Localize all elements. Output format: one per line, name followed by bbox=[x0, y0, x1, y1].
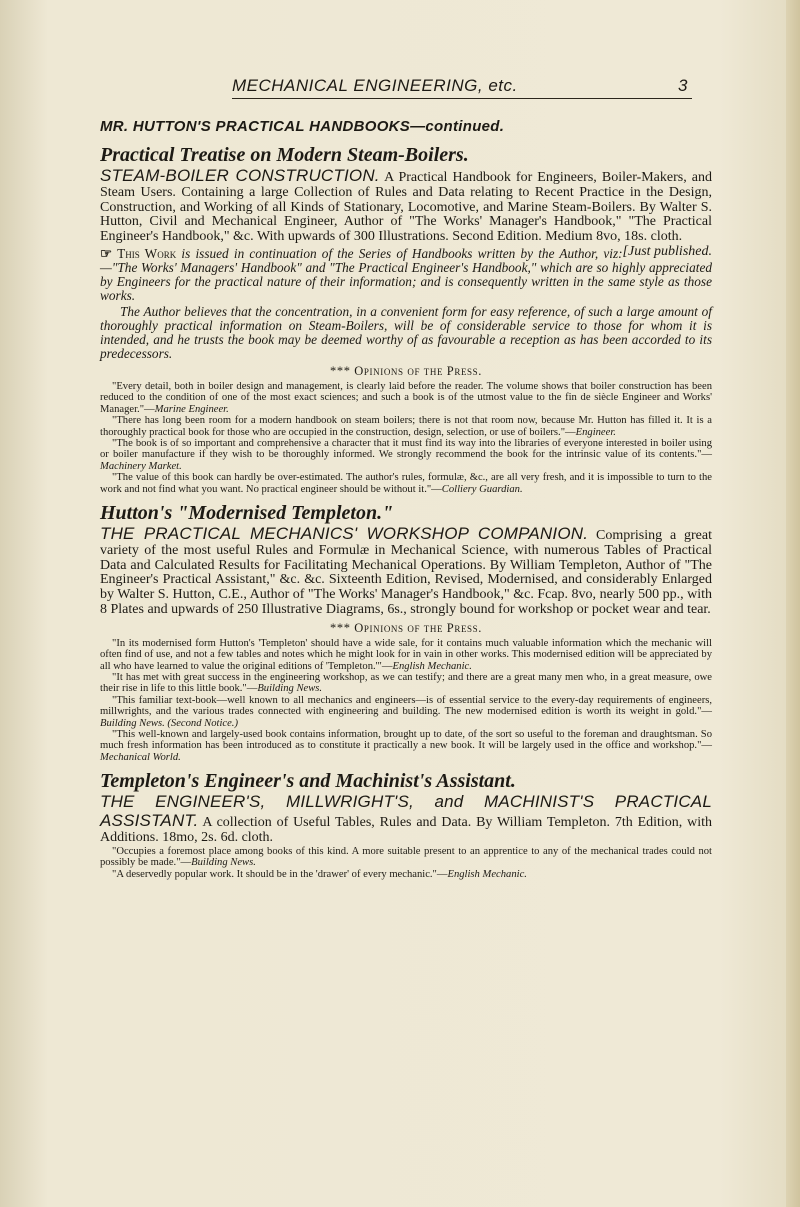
quote-source: Engineer. bbox=[575, 426, 616, 438]
book-lead-title: STEAM-BOILER CONSTRUCTION. bbox=[100, 166, 380, 185]
quote-text: "It has met with great success in the engineering workshop, as we can testify; and there are a great many men who, in a great measure, owe their rise in life to this little book."— bbox=[100, 672, 712, 695]
quote-text: "There has long been room for a modern handbook on steam boilers; there is not that room now, because Mr. Hutton has filled it. It is a thoroughly practical book for those who are occupied in the construction, design, selection, or use of boilers."— bbox=[100, 415, 712, 438]
series-notice bbox=[100, 243, 712, 303]
opinions-heading: *** Opinions of the Press. bbox=[330, 363, 482, 378]
quote-source: Marine Engineer. bbox=[154, 403, 229, 415]
quote-text: "This well-known and largely-used book contains information, brought up to date, of the sort so useful to the foreman and draughtsman. So much fresh information has been introduced as to constitute it practically a new book. It will be largely used in the office and workshop."— bbox=[100, 729, 712, 752]
series-title: MR. HUTTON'S PRACTICAL HANDBOOKS—continued. bbox=[100, 118, 505, 135]
book-lead-title: THE ENGINEER'S, MILLWRIGHT'S, and MACHINIST'S PRACTICAL ASSISTANT. bbox=[100, 792, 712, 831]
quote-source: Building News. (Second Notice.) bbox=[100, 717, 238, 729]
press-quote bbox=[100, 472, 712, 495]
section-title: Hutton's "Modernised Templeton." bbox=[100, 502, 394, 525]
book-body: Comprising a great variety of the most useful Rules and Formulæ in Mechanical Science, with numerous Tables of Practical Data and Calculated Results for Facilitating Mechanical Operations. By William Templeton, Author of "The Engineer's Practical Assistant," &c. &c. Sixteenth Edition, Revised, Modernised, and considerably Enlarged by Walter S. Hutton, C.E., Author of "The Works' Manager's Handbook," &c. Fcap. 8vo, nearly 500 pp., with 8 Plates and upwards of 250 Illustrative Diagrams, 6s., strongly bound for workshop or pocket wear and tear. bbox=[100, 528, 712, 618]
press-quote bbox=[100, 638, 712, 672]
running-title: MECHANICAL ENGINEERING, etc. bbox=[232, 76, 518, 95]
press-quote bbox=[100, 438, 712, 472]
page-number: 3 bbox=[678, 76, 688, 95]
pointing-hand-icon: ☞ bbox=[100, 245, 112, 261]
press-quotes bbox=[100, 846, 712, 880]
book-body: A Practical Handbook for Engineers, Boiler-Makers, and Steam Users. Containing a large Collection of Rules and Data relating to Recent Practice in the Design, Construction, and Working of all Kinds of Stationary, Locomotive, and Marine Steam-Boilers. By Walter S. Hutton, Civil and Mechanical Engineer, Author of "The Works' Manager's Handbook," "The Practical Engineer's Handbook," &c. With upwards of 300 Illustrations. Second Edition. Medium 8vo, 18s. cloth. bbox=[100, 170, 713, 245]
quote-source: English Mechanic. bbox=[447, 868, 527, 880]
press-quote bbox=[100, 846, 712, 869]
book-body: A collection of Useful Tables, Rules and Data. By William Templeton. 7th Edition, with Additions. 18mo, 2s. 6d. cloth. bbox=[100, 815, 712, 845]
author-statement: The Author believes that the concentration, in a convenient form for easy reference, of such a large amount of thoroughly practical information on Steam-Boilers, will be of considerable service to those for whom it is intended, and he trusts the book may be deemed worthy of as favourable a reception as has been accorded to its predecessors. bbox=[100, 303, 712, 361]
quote-source: Colliery Guardian. bbox=[441, 483, 523, 495]
press-quote bbox=[100, 869, 712, 880]
quote-source: Building News. bbox=[257, 683, 323, 695]
notice-prefix: This Work bbox=[117, 245, 177, 261]
quote-text: "The book is of so important and comprehensive a character that it must find its way into the libraries of everyone interested in boiler using or boiler manufacture if they wish to be thoroughly informed. We strongly recommend the book for the intrinsic value of its contents."— bbox=[100, 438, 712, 461]
quote-source: Machinery Market. bbox=[100, 460, 182, 472]
press-quote bbox=[100, 729, 712, 763]
section-steam-boilers bbox=[100, 143, 712, 495]
running-header bbox=[232, 74, 692, 99]
quote-source: Building News. bbox=[191, 857, 256, 869]
quote-text: "Every detail, both in boiler design and management, is clearly laid before the reader. The volume shows that boiler construction has been reduced to the condition of one of the most exact sciences; and such a book is of the utmost value to the fin de siècle Engineer and Works' Manager."— bbox=[100, 380, 712, 415]
quote-text: "Occupies a foremost place among books of this kind. A more suitable present to an apprentice to any of the mechanical trades could not possibly be made."— bbox=[100, 845, 712, 869]
press-quote bbox=[100, 672, 712, 695]
quote-text: "This familiar text-book—well known to all mechanics and engineers—is of essential service to the every-day requirements of engineers, millwrights, and the various trades connected with engineering and building. The new modernised edition is worth its weight in gold."— bbox=[100, 694, 712, 718]
section-title: Templeton's Engineer's and Machinist's Assistant. bbox=[100, 770, 516, 793]
page-edge bbox=[786, 0, 800, 1207]
quote-text: "A deservedly popular work. It should be in the 'drawer' of every mechanic."— bbox=[112, 868, 448, 880]
press-quotes bbox=[100, 381, 712, 495]
press-quote bbox=[100, 381, 712, 415]
page-content bbox=[100, 118, 712, 886]
press-quotes bbox=[100, 638, 712, 763]
opinions-heading: *** Opinions of the Press. bbox=[330, 620, 482, 635]
book-description bbox=[100, 793, 712, 845]
book-lead-title: THE PRACTICAL MECHANICS' WORKSHOP COMPANION. bbox=[100, 524, 589, 544]
press-quote bbox=[100, 415, 712, 438]
book-description bbox=[100, 525, 712, 618]
publication-tag: [Just published. bbox=[622, 243, 712, 259]
section-templeton-modernised bbox=[100, 501, 712, 763]
quote-source: Mechanical World. bbox=[100, 751, 181, 763]
quote-text: "In its modernised form Hutton's 'Templeton' should have a wide sale, for it contains much valuable information which the mechanic will often find of use, and not a few tables and notes which he might look for in vain in other works. This modernised edition will be appreciated by all who have learned to value the original editions of 'Templeton.'"— bbox=[100, 637, 712, 672]
quote-text: "The value of this book can hardly be over-estimated. The author's rules, formulæ, &c., are all very fresh, and it is impossible to turn to the work and not find what you want. No practical engineer should be without it."— bbox=[100, 472, 712, 495]
section-templeton-assistant bbox=[100, 769, 712, 880]
quote-source: English Mechanic. bbox=[392, 660, 472, 672]
press-quote bbox=[100, 695, 712, 729]
notice-text: is issued in continuation of the Series of Handbooks written by the Author, viz:—"The Works' Managers' Handbook" and "The Practical Engineer's Handbook," which are so highly appreciated by Engineers for the practical nature of their information; and is consequently written in the same style as those works. bbox=[100, 245, 712, 303]
section-title: Practical Treatise on Modern Steam-Boilers. bbox=[100, 144, 469, 166]
